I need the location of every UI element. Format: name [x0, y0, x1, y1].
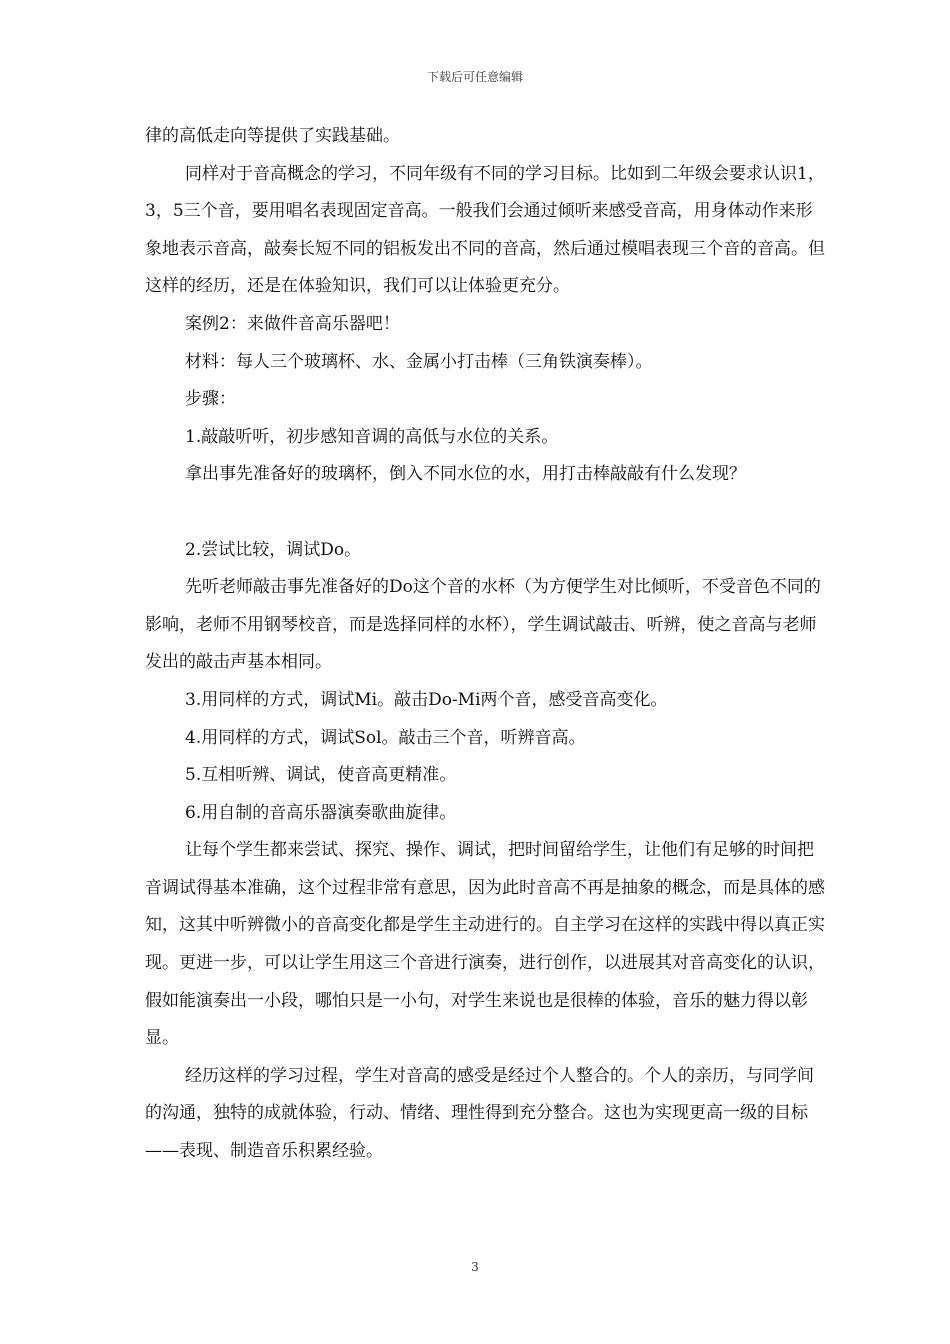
step-item: 2.尝试比较，调试Do。 [185, 539, 362, 560]
step-item: 1.敲敲听听，初步感知音调的高低与水位的关系。 [185, 426, 559, 447]
paragraph: 拿出事先准备好的玻璃杯，倒入不同水位的水，用打击棒敲敲有什么发现？ [185, 464, 746, 485]
paragraph: 让每个学生都来尝试、探究、操作、调试，把时间留给学生，让他们有足够的时间把音调试得基本准确，这个过程非常有意思，因为此时音高不再是抽象的概念，而是具体的感知，这其中听辨微小的音高变化都是学生主动进行的。自主学习在这样的实践中得以真正实现。更进一步，可以让学生用这三个音进行演奏，进行创作，以进展其对音高变化的认识，假如能演奏出一小段，哪怕只是一小句，对学生来说也是很棒的体验，音乐的魅力得以彰显。 [145, 840, 825, 1049]
page-header: 下载后可任意编辑 [426, 70, 523, 84]
step-item: 5.互相听辨、调试，使音高更精准。 [185, 765, 457, 786]
page-number: 3 [471, 1260, 479, 1274]
document-body [145, 118, 825, 1171]
paragraph: 同样对于音高概念的学习，不同年级有不同的学习目标。比如到二年级会要求认识1，3，5三个音，要用唱名表现固定音高。一般我们会通过倾听来感受音高，用身体动作来形象地表示音高，敲奏长短不同的铝板发出不同的音高，然后通过模唱表现三个音的音高。但这样的经历，还是在体验知识，我们可以让体验更充分。 [145, 163, 825, 297]
case-title: 案例2：来做件音高乐器吧！ [185, 313, 400, 334]
blank-line [145, 494, 825, 532]
paragraph: 经历这样的学习过程，学生对音高的感受是经过个人整合的。个人的亲历，与同学间的沟通，独特的成就体验，行动、情绪、理性得到充分整合。这也为实现更高一级的目标——表现、制造音乐积累经验。 [145, 1065, 814, 1162]
steps-heading: 步骤： [185, 389, 236, 410]
step-item: 6.用自制的音高乐器演奏歌曲旋律。 [185, 802, 457, 823]
paragraph: 先听老师敲击事先准备好的Do这个音的水杯（为方便学生对比倾听，不受音色不同的影响，老师不用钢琴校音，而是选择同样的水杯），学生调试敲击、听辨，使之音高与老师发出的敲击声基本相同。 [145, 577, 821, 673]
materials-line: 材料：每人三个玻璃杯、水、金属小打击棒（三角铁演奏棒）。 [185, 351, 653, 372]
step-item: 4.用同样的方式，调试Sol。敲击三个音，听辨音高。 [185, 727, 586, 748]
paragraph: 律的高低走向等提供了实践基础。 [145, 126, 400, 146]
step-item: 3.用同样的方式，调试Mi。敲击Do-Mi两个音，感受音高变化。 [185, 689, 668, 710]
